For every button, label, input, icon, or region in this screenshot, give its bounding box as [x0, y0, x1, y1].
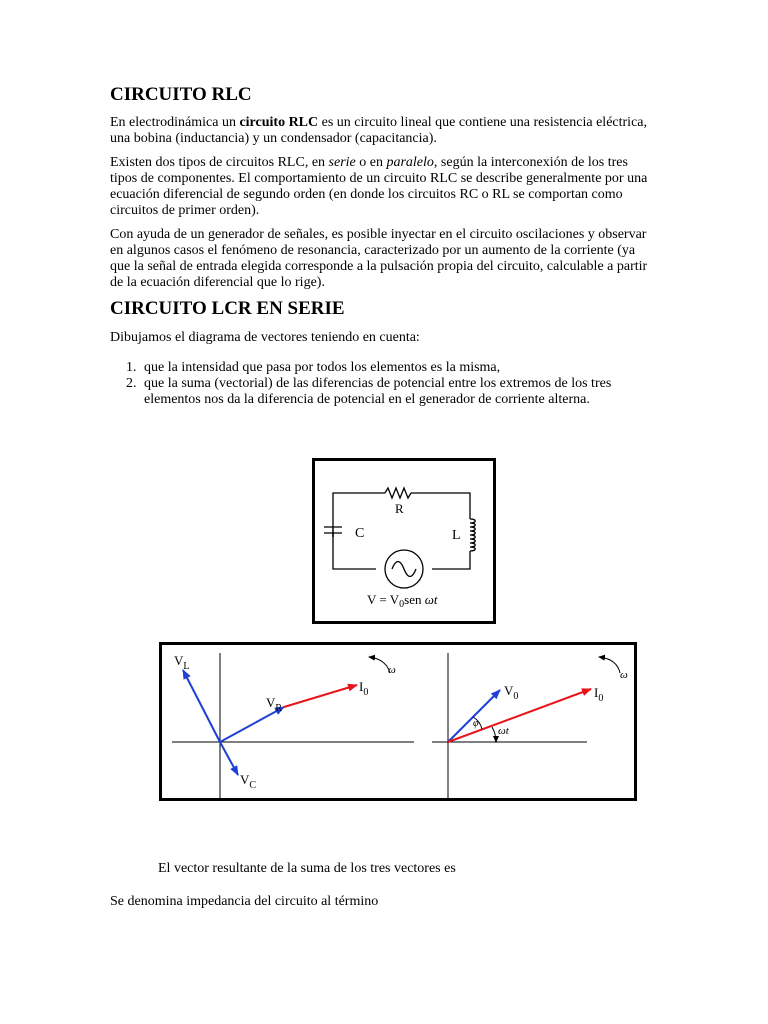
- rotation-arrow-right: [599, 657, 620, 673]
- paragraph-impedance: Se denomina impedancia del circuito al término: [110, 894, 379, 909]
- vector-vl: [183, 670, 220, 742]
- label-subscript: 0: [363, 687, 369, 698]
- section-title-lcr-serie: CIRCUITO LCR EN SERIE: [110, 298, 345, 319]
- label-subscript: 0: [598, 693, 604, 704]
- conditions-list: [110, 360, 655, 408]
- vector-vr: [220, 707, 284, 742]
- text-span: es un circuito lineal que contiene una resistencia eléctrica, una bobina (inductancia) y un condensador (capacitancia).: [110, 115, 647, 146]
- label-subscript: 0: [513, 691, 519, 702]
- label-main: V: [174, 653, 184, 668]
- label-i0-right: [594, 685, 603, 704]
- paragraph-intro: Dibujamos el diagrama de vectores teniendo en cuenta:: [110, 330, 420, 345]
- paragraph-definition: [110, 115, 655, 147]
- label-v0: [504, 683, 518, 702]
- italic-term: paralelo: [386, 155, 434, 170]
- vector-vc: [220, 742, 238, 775]
- text-span: En electrodinámica un: [110, 115, 240, 130]
- vector-i0-right: [448, 689, 591, 742]
- label-vc: [240, 772, 256, 791]
- label-subscript: R: [275, 703, 283, 714]
- bold-term: circuito RLC: [239, 115, 319, 130]
- italic-term: serie: [328, 155, 356, 170]
- label-i0-left: [359, 679, 368, 698]
- label-vr: [266, 695, 282, 714]
- label-omega-t: ωt: [498, 725, 509, 737]
- formula-omega-t: ωt: [424, 592, 438, 607]
- label-subscript: C: [249, 780, 257, 791]
- label-r: R: [395, 501, 404, 516]
- text-span: o en: [355, 155, 387, 170]
- label-main: V: [240, 772, 250, 787]
- phasor-diagram: [162, 645, 634, 798]
- label-omega-right: ω: [620, 669, 628, 681]
- label-omega-left: ω: [388, 664, 396, 676]
- formula-subscript: 0: [399, 599, 405, 610]
- vector-i0-left: [284, 685, 357, 707]
- source-formula: [367, 592, 438, 610]
- inductor-symbol: [470, 519, 475, 551]
- vector-v0: [448, 690, 500, 742]
- phasor-diagram-figure: [159, 642, 637, 801]
- formula-part: sen: [404, 592, 425, 607]
- label-c: C: [355, 526, 365, 541]
- label-vl: [174, 653, 190, 672]
- document-page: [110, 84, 655, 408]
- paragraph-resonance: Con ayuda de un generador de señales, es posible inyectar en el circuito oscilaciones y observar en algunos casos el fenómeno de resonancia, caracterizado por un aumento de la corriente (ya que la señal de entrada elegida corresponde a la pulsación propia del circuito, calculable a partir de la ecuación diferencial que lo rige).: [110, 227, 648, 290]
- label-main: I: [594, 685, 599, 700]
- list-item: 2. que la suma (vectorial) de las diferencias de potencial entre los extremos de los tres elementos nos da la diferencia de potencial en el generador de corriente alterna.: [140, 376, 655, 408]
- rotation-arrow-left: [369, 657, 390, 673]
- label-main: V: [266, 695, 276, 710]
- angle-arc-omega-t: [492, 727, 496, 742]
- label-subscript: L: [183, 661, 190, 672]
- label-main: V: [504, 683, 514, 698]
- text-span: , según la interconexión de los tres tipos de componentes. El comportamiento de un circuito RLC se describe generalmente por una ecuación diferencial de segundo orden (en donde los circuitos RC o RL se comportan como circuitos de primer orden).: [110, 155, 648, 218]
- resistor-symbol: [385, 488, 411, 498]
- list-item: 1. que la intensidad que pasa por todos los elementos es la misma,: [140, 360, 655, 376]
- circuit-diagram: [315, 461, 493, 621]
- text-span: Existen dos tipos de circuitos RLC, en: [110, 155, 329, 170]
- formula-part: V = V: [367, 592, 400, 607]
- label-l: L: [452, 528, 461, 543]
- label-main: I: [359, 679, 364, 694]
- section-title-rlc: CIRCUITO RLC: [110, 84, 252, 105]
- label-phi: φ: [473, 718, 479, 729]
- circuit-diagram-figure: [312, 458, 496, 624]
- paragraph-types: [110, 155, 655, 219]
- paragraph-resultant-vector: El vector resultante de la suma de los tres vectores es: [158, 861, 456, 876]
